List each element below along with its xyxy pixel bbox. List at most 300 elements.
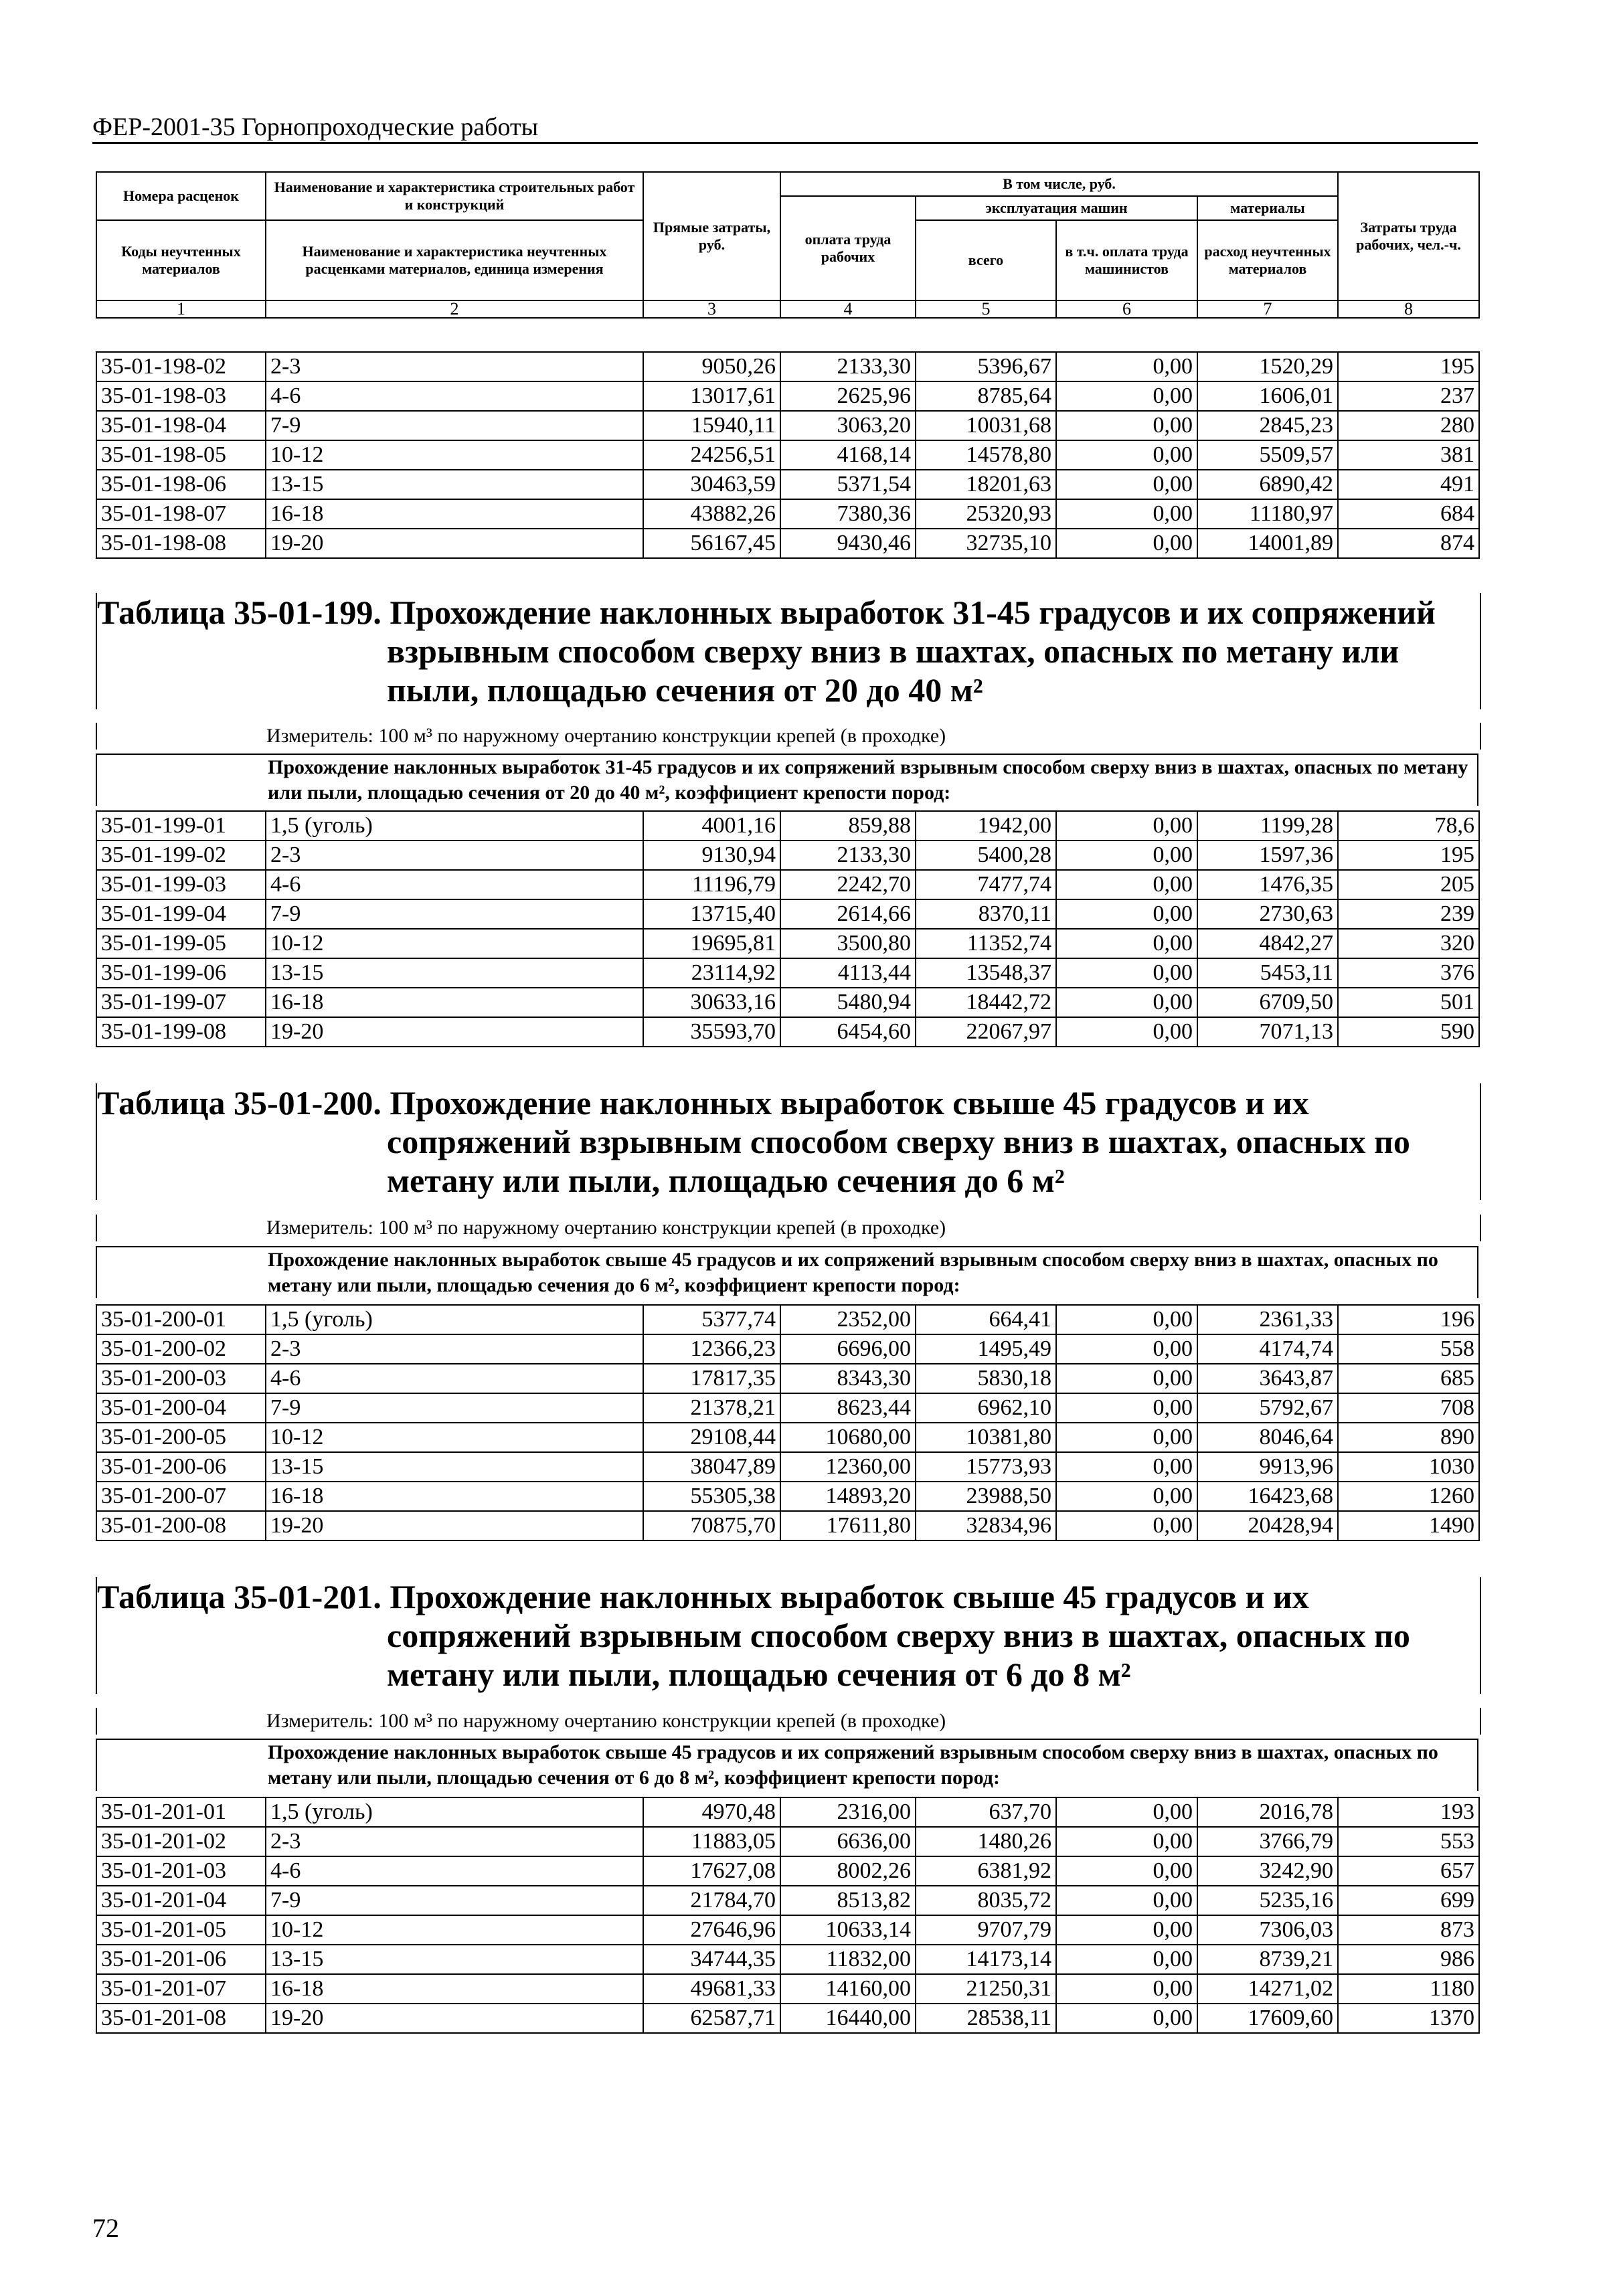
col-header-materials-use: расход неучтенных материалов: [1197, 220, 1338, 300]
cell-rate-code: 35-01-200-05: [96, 1423, 266, 1452]
table-198: [96, 351, 1480, 559]
cell-labor-hours: 381: [1338, 440, 1479, 470]
cell-materials-use: 7071,13: [1197, 1017, 1338, 1047]
cell-direct-costs: 17627,08: [643, 1856, 780, 1886]
cell-labor-hours: 590: [1338, 1017, 1479, 1047]
cell-materials-use: 5792,67: [1197, 1393, 1338, 1423]
cell-labor-hours: 501: [1338, 988, 1479, 1017]
cell-rate-code: 35-01-201-03: [96, 1856, 266, 1886]
cell-rate-code: 35-01-198-06: [96, 470, 266, 499]
cell-direct-costs: 49681,33: [643, 1974, 780, 2004]
cell-labor-pay: 5371,54: [780, 470, 916, 499]
table-row: [96, 1334, 1479, 1364]
cell-direct-costs: 15940,11: [643, 411, 780, 440]
cell-machines-total: 10031,68: [916, 411, 1056, 440]
col-header-codes-top: Номера расценок: [96, 172, 266, 220]
cell-machines-total: 5830,18: [916, 1364, 1056, 1393]
cell-machinist-pay: 0,00: [1056, 381, 1197, 411]
cell-rate-code: 35-01-199-06: [96, 958, 266, 988]
cell-rock-hardness: 4-6: [266, 381, 643, 411]
table-row: [96, 1482, 1479, 1511]
cell-labor-hours: 986: [1338, 1945, 1479, 1974]
cell-machinist-pay: 0,00: [1056, 440, 1197, 470]
table-201-title-line3: метану или пыли, площадью сечения от 6 до 8 м²: [387, 1656, 1131, 1693]
table-199-title: [96, 593, 1481, 709]
col-number: 5: [916, 300, 1056, 318]
cell-machines-total: 32834,96: [916, 1511, 1056, 1540]
col-number: 4: [780, 300, 916, 318]
table-row: [96, 870, 1479, 899]
cell-rock-hardness: 7-9: [266, 1393, 643, 1423]
cell-labor-pay: 10633,14: [780, 1915, 916, 1945]
cell-labor-hours: 239: [1338, 899, 1479, 929]
cell-machinist-pay: 0,00: [1056, 1452, 1197, 1482]
table-201-title-line1: Прохождение наклонных выработок свыше 45 градусов и их: [390, 1578, 1309, 1615]
cell-machines-total: 14173,14: [916, 1945, 1056, 1974]
cell-machines-total: 32735,10: [916, 529, 1056, 558]
table-row: [96, 1886, 1479, 1915]
cell-labor-hours: 237: [1338, 381, 1479, 411]
table-199-title-line3: пыли, площадью сечения от 20 до 40 м²: [387, 671, 983, 709]
col-header-materials: материалы: [1197, 196, 1338, 220]
cell-direct-costs: 38047,89: [643, 1452, 780, 1482]
cell-labor-pay: 14160,00: [780, 1974, 916, 2004]
col-header-including: В том числе, руб.: [780, 172, 1338, 196]
table-row: [96, 1017, 1479, 1047]
cell-rate-code: 35-01-200-01: [96, 1305, 266, 1334]
cell-labor-hours: 195: [1338, 352, 1479, 381]
cell-rock-hardness: 13-15: [266, 958, 643, 988]
cell-labor-hours: 280: [1338, 411, 1479, 440]
cell-machines-total: 1942,00: [916, 811, 1056, 841]
table-199-number: Таблица 35-01-199.: [97, 594, 381, 631]
cell-rock-hardness: 10-12: [266, 440, 643, 470]
cell-machines-total: 9707,79: [916, 1915, 1056, 1945]
table-row: [96, 1945, 1479, 1974]
table-row: [96, 499, 1479, 529]
table-row: [96, 470, 1479, 499]
cell-materials-use: 5235,16: [1197, 1886, 1338, 1915]
cell-rate-code: 35-01-201-06: [96, 1945, 266, 1974]
col-number: 6: [1056, 300, 1197, 318]
table-201: [96, 1797, 1480, 2034]
cell-rate-code: 35-01-198-02: [96, 352, 266, 381]
table-201-description: Прохождение наклонных выработок свыше 45 градусов и их сопряжений взрывным способом сверху вниз в шахтах, опасных по метану или пыли, площадью сечения от 6 до 8 м², коэффициент крепости пород:: [96, 1739, 1478, 1791]
cell-direct-costs: 29108,44: [643, 1423, 780, 1452]
cell-machinist-pay: 0,00: [1056, 1364, 1197, 1393]
cell-rate-code: 35-01-199-04: [96, 899, 266, 929]
cell-labor-hours: 193: [1338, 1797, 1479, 1827]
cell-labor-hours: 196: [1338, 1305, 1479, 1334]
cell-rate-code: 35-01-200-02: [96, 1334, 266, 1364]
table-row: [96, 440, 1479, 470]
cell-machines-total: 18201,63: [916, 470, 1056, 499]
cell-direct-costs: 9130,94: [643, 841, 780, 870]
table-199-title-line1: Прохождение наклонных выработок 31-45 градусов и их сопряжений: [390, 594, 1436, 631]
table-row: [96, 899, 1479, 929]
cell-machinist-pay: 0,00: [1056, 1482, 1197, 1511]
cell-machinist-pay: 0,00: [1056, 411, 1197, 440]
cell-materials-use: 6709,50: [1197, 988, 1338, 1017]
table-200-number: Таблица 35-01-200.: [97, 1084, 381, 1122]
cell-rate-code: 35-01-200-06: [96, 1452, 266, 1482]
cell-materials-use: 2845,23: [1197, 411, 1338, 440]
cell-machines-total: 21250,31: [916, 1974, 1056, 2004]
col-header-machinist-pay: в т.ч. оплата труда машинистов: [1056, 220, 1197, 300]
cell-machinist-pay: 0,00: [1056, 1423, 1197, 1452]
cell-materials-use: 8739,21: [1197, 1945, 1338, 1974]
cell-rate-code: 35-01-201-02: [96, 1827, 266, 1856]
cell-labor-pay: 2614,66: [780, 899, 916, 929]
cell-labor-hours: 320: [1338, 929, 1479, 958]
cell-machines-total: 6381,92: [916, 1856, 1056, 1886]
cell-rate-code: 35-01-200-08: [96, 1511, 266, 1540]
cell-rock-hardness: 7-9: [266, 411, 643, 440]
cell-labor-pay: 17611,80: [780, 1511, 916, 1540]
cell-machines-total: 8785,64: [916, 381, 1056, 411]
cell-labor-hours: 684: [1338, 499, 1479, 529]
cell-machines-total: 18442,72: [916, 988, 1056, 1017]
cell-labor-pay: 3500,80: [780, 929, 916, 958]
cell-labor-pay: 2133,30: [780, 352, 916, 381]
cell-labor-pay: 6636,00: [780, 1827, 916, 1856]
table-row: [96, 381, 1479, 411]
cell-labor-pay: 10680,00: [780, 1423, 916, 1452]
table-200-title-line2: сопряжений взрывным способом сверху вниз в шахтах, опасных по: [387, 1123, 1410, 1160]
cell-machinist-pay: 0,00: [1056, 1974, 1197, 2004]
cell-materials-use: 5509,57: [1197, 440, 1338, 470]
col-header-labor-pay: оплата труда рабочих: [780, 196, 916, 300]
cell-rock-hardness: 2-3: [266, 841, 643, 870]
cell-machinist-pay: 0,00: [1056, 2004, 1197, 2033]
cell-materials-use: 9913,96: [1197, 1452, 1338, 1482]
cell-direct-costs: 19695,81: [643, 929, 780, 958]
cell-direct-costs: 5377,74: [643, 1305, 780, 1334]
cell-rock-hardness: 19-20: [266, 2004, 643, 2033]
cell-machines-total: 28538,11: [916, 2004, 1056, 2033]
cell-machines-total: 8370,11: [916, 899, 1056, 929]
cell-materials-use: 17609,60: [1197, 2004, 1338, 2033]
cell-materials-use: 1199,28: [1197, 811, 1338, 841]
cell-direct-costs: 34744,35: [643, 1945, 780, 1974]
cell-machinist-pay: 0,00: [1056, 1945, 1197, 1974]
cell-rate-code: 35-01-199-02: [96, 841, 266, 870]
cell-materials-use: 11180,97: [1197, 499, 1338, 529]
cell-materials-use: 3643,87: [1197, 1364, 1338, 1393]
column-header-table: [96, 171, 1480, 319]
cell-machinist-pay: 0,00: [1056, 499, 1197, 529]
cell-rock-hardness: 19-20: [266, 1511, 643, 1540]
cell-machines-total: 664,41: [916, 1305, 1056, 1334]
cell-machinist-pay: 0,00: [1056, 958, 1197, 988]
cell-labor-hours: 890: [1338, 1423, 1479, 1452]
table-199-description: Прохождение наклонных выработок 31-45 градусов и их сопряжений взрывным способом сверху вниз в шахтах, опасных по метану или пыли, площадью сечения от 20 до 40 м², коэффициент крепости пород:: [96, 754, 1478, 806]
cell-direct-costs: 30633,16: [643, 988, 780, 1017]
table-201-title-line2: сопряжений взрывным способом сверху вниз в шахтах, опасных по: [387, 1617, 1410, 1654]
cell-machinist-pay: 0,00: [1056, 811, 1197, 841]
cell-labor-pay: 2133,30: [780, 841, 916, 870]
cell-labor-pay: 4113,44: [780, 958, 916, 988]
cell-rock-hardness: 13-15: [266, 1945, 643, 1974]
cell-labor-hours: 1030: [1338, 1452, 1479, 1482]
cell-machinist-pay: 0,00: [1056, 1511, 1197, 1540]
cell-rock-hardness: 19-20: [266, 529, 643, 558]
cell-labor-pay: 11832,00: [780, 1945, 916, 1974]
cell-materials-use: 2361,33: [1197, 1305, 1338, 1334]
cell-rock-hardness: 1,5 (уголь): [266, 1305, 643, 1334]
cell-machinist-pay: 0,00: [1056, 529, 1197, 558]
cell-labor-hours: 376: [1338, 958, 1479, 988]
cell-machines-total: 14578,80: [916, 440, 1056, 470]
cell-rock-hardness: 4-6: [266, 1856, 643, 1886]
col-number: 3: [643, 300, 780, 318]
cell-materials-use: 4174,74: [1197, 1334, 1338, 1364]
cell-labor-pay: 2316,00: [780, 1797, 916, 1827]
cell-labor-hours: 1370: [1338, 2004, 1479, 2033]
table-200-title-line1: Прохождение наклонных выработок свыше 45 градусов и их: [390, 1084, 1309, 1122]
cell-machinist-pay: 0,00: [1056, 1886, 1197, 1915]
table-row: [96, 1797, 1479, 1827]
table-row: [96, 958, 1479, 988]
cell-materials-use: 4842,27: [1197, 929, 1338, 958]
cell-labor-pay: 7380,36: [780, 499, 916, 529]
cell-rate-code: 35-01-199-03: [96, 870, 266, 899]
cell-direct-costs: 55305,38: [643, 1482, 780, 1511]
table-row: [96, 1423, 1479, 1452]
cell-rate-code: 35-01-201-01: [96, 1797, 266, 1827]
cell-rock-hardness: 13-15: [266, 1452, 643, 1482]
cell-direct-costs: 21378,21: [643, 1393, 780, 1423]
table-201-title: [96, 1577, 1481, 1694]
cell-machines-total: 15773,93: [916, 1452, 1056, 1482]
cell-rate-code: 35-01-199-07: [96, 988, 266, 1017]
col-number: 1: [96, 300, 266, 318]
table-row: [96, 1827, 1479, 1856]
cell-labor-hours: 1180: [1338, 1974, 1479, 2004]
cell-machinist-pay: 0,00: [1056, 1305, 1197, 1334]
table-row: [96, 352, 1479, 381]
cell-direct-costs: 70875,70: [643, 1511, 780, 1540]
cell-rock-hardness: 13-15: [266, 470, 643, 499]
cell-labor-pay: 5480,94: [780, 988, 916, 1017]
cell-machines-total: 11352,74: [916, 929, 1056, 958]
col-header-direct-costs: Прямые затраты, руб.: [643, 172, 780, 300]
cell-labor-pay: 3063,20: [780, 411, 916, 440]
cell-direct-costs: 62587,71: [643, 2004, 780, 2033]
cell-machines-total: 1495,49: [916, 1334, 1056, 1364]
cell-machines-total: 8035,72: [916, 1886, 1056, 1915]
cell-rate-code: 35-01-201-04: [96, 1886, 266, 1915]
cell-materials-use: 6890,42: [1197, 470, 1338, 499]
cell-labor-hours: 685: [1338, 1364, 1479, 1393]
cell-rate-code: 35-01-199-08: [96, 1017, 266, 1047]
cell-direct-costs: 9050,26: [643, 352, 780, 381]
cell-direct-costs: 11883,05: [643, 1827, 780, 1856]
table-200-description: Прохождение наклонных выработок свыше 45 градусов и их сопряжений взрывным способом сверху вниз в шахтах, опасных по метану или пыли, площадью сечения до 6 м², коэффициент крепости пород:: [96, 1246, 1478, 1298]
cell-direct-costs: 43882,26: [643, 499, 780, 529]
table-200-title: [96, 1083, 1481, 1200]
cell-labor-hours: 195: [1338, 841, 1479, 870]
table-row: [96, 841, 1479, 870]
cell-rate-code: 35-01-201-05: [96, 1915, 266, 1945]
cell-machinist-pay: 0,00: [1056, 1915, 1197, 1945]
table-row: [96, 929, 1479, 958]
cell-direct-costs: 11196,79: [643, 870, 780, 899]
cell-machinist-pay: 0,00: [1056, 1393, 1197, 1423]
cell-materials-use: 1476,35: [1197, 870, 1338, 899]
cell-labor-pay: 8343,30: [780, 1364, 916, 1393]
cell-rock-hardness: 4-6: [266, 1364, 643, 1393]
cell-rate-code: 35-01-201-08: [96, 2004, 266, 2033]
cell-labor-pay: 2352,00: [780, 1305, 916, 1334]
cell-rate-code: 35-01-198-03: [96, 381, 266, 411]
cell-rock-hardness: 2-3: [266, 1827, 643, 1856]
table-row: [96, 1974, 1479, 2004]
table-row: [96, 1452, 1479, 1482]
cell-machinist-pay: 0,00: [1056, 929, 1197, 958]
cell-machinist-pay: 0,00: [1056, 899, 1197, 929]
cell-rate-code: 35-01-200-07: [96, 1482, 266, 1511]
cell-machinist-pay: 0,00: [1056, 1856, 1197, 1886]
cell-materials-use: 16423,68: [1197, 1482, 1338, 1511]
cell-rock-hardness: 16-18: [266, 988, 643, 1017]
cell-machinist-pay: 0,00: [1056, 352, 1197, 381]
cell-rock-hardness: 2-3: [266, 352, 643, 381]
cell-rock-hardness: 2-3: [266, 1334, 643, 1364]
table-199-measure: Измеритель: 100 м³ по наружному очертанию конструкции крепей (в проходке): [96, 723, 1481, 749]
cell-materials-use: 8046,64: [1197, 1423, 1338, 1452]
cell-direct-costs: 35593,70: [643, 1017, 780, 1047]
cell-machinist-pay: 0,00: [1056, 470, 1197, 499]
cell-labor-pay: 4168,14: [780, 440, 916, 470]
table-row: [96, 811, 1479, 841]
cell-machinist-pay: 0,00: [1056, 1797, 1197, 1827]
cell-machines-total: 25320,93: [916, 499, 1056, 529]
cell-direct-costs: 4970,48: [643, 1797, 780, 1827]
cell-materials-use: 5453,11: [1197, 958, 1338, 988]
cell-machinist-pay: 0,00: [1056, 870, 1197, 899]
cell-labor-pay: 6454,60: [780, 1017, 916, 1047]
table-201-measure: Измеритель: 100 м³ по наружному очертанию конструкции крепей (в проходке): [96, 1708, 1481, 1735]
cell-rock-hardness: 16-18: [266, 1974, 643, 2004]
cell-labor-hours: 874: [1338, 529, 1479, 558]
cell-rate-code: 35-01-198-08: [96, 529, 266, 558]
table-row: [96, 1393, 1479, 1423]
table-199: [96, 810, 1480, 1047]
cell-machinist-pay: 0,00: [1056, 1827, 1197, 1856]
cell-labor-hours: 553: [1338, 1827, 1479, 1856]
cell-rate-code: 35-01-199-05: [96, 929, 266, 958]
cell-rate-code: 35-01-198-04: [96, 411, 266, 440]
col-header-machines: эксплуатация машин: [916, 196, 1197, 220]
cell-rate-code: 35-01-200-04: [96, 1393, 266, 1423]
cell-machines-total: 6962,10: [916, 1393, 1056, 1423]
cell-direct-costs: 17817,35: [643, 1364, 780, 1393]
table-row: [96, 988, 1479, 1017]
cell-machines-total: 22067,97: [916, 1017, 1056, 1047]
cell-direct-costs: 13017,61: [643, 381, 780, 411]
cell-machinist-pay: 0,00: [1056, 988, 1197, 1017]
cell-machines-total: 5400,28: [916, 841, 1056, 870]
table-row: [96, 411, 1479, 440]
table-row: [96, 1856, 1479, 1886]
cell-labor-pay: 859,88: [780, 811, 916, 841]
cell-labor-hours: 491: [1338, 470, 1479, 499]
table-200-measure: Измеритель: 100 м³ по наружному очертанию конструкции крепей (в проходке): [96, 1215, 1481, 1241]
cell-materials-use: 20428,94: [1197, 1511, 1338, 1540]
table-row: [96, 1915, 1479, 1945]
cell-machines-total: 7477,74: [916, 870, 1056, 899]
cell-machines-total: 637,70: [916, 1797, 1056, 1827]
cell-labor-hours: 1260: [1338, 1482, 1479, 1511]
cell-machinist-pay: 0,00: [1056, 1017, 1197, 1047]
cell-machines-total: 23988,50: [916, 1482, 1056, 1511]
cell-rate-code: 35-01-200-03: [96, 1364, 266, 1393]
col-header-name-top: Наименование и характеристика строительных работ и конструкций: [266, 172, 643, 220]
cell-machinist-pay: 0,00: [1056, 841, 1197, 870]
col-number: 8: [1338, 300, 1479, 318]
table-200-title-line3: метану или пыли, площадью сечения до 6 м²: [387, 1162, 1065, 1199]
cell-labor-pay: 2625,96: [780, 381, 916, 411]
col-header-labor-costs: Затраты труда рабочих, чел.-ч.: [1338, 172, 1479, 300]
cell-materials-use: 1597,36: [1197, 841, 1338, 870]
table-199-title-line2: взрывным способом сверху вниз в шахтах, опасных по метану или: [387, 632, 1399, 670]
cell-labor-hours: 205: [1338, 870, 1479, 899]
cell-labor-hours: 78,6: [1338, 811, 1479, 841]
cell-materials-use: 1520,29: [1197, 352, 1338, 381]
cell-machines-total: 10381,80: [916, 1423, 1056, 1452]
cell-machinist-pay: 0,00: [1056, 1334, 1197, 1364]
cell-direct-costs: 13715,40: [643, 899, 780, 929]
cell-rock-hardness: 10-12: [266, 1423, 643, 1452]
cell-rate-code: 35-01-199-01: [96, 811, 266, 841]
cell-rock-hardness: 7-9: [266, 1886, 643, 1915]
cell-direct-costs: 4001,16: [643, 811, 780, 841]
cell-labor-pay: 12360,00: [780, 1452, 916, 1482]
cell-rate-code: 35-01-198-05: [96, 440, 266, 470]
cell-rock-hardness: 4-6: [266, 870, 643, 899]
cell-rock-hardness: 16-18: [266, 499, 643, 529]
table-row: [96, 1364, 1479, 1393]
cell-rate-code: 35-01-198-07: [96, 499, 266, 529]
cell-labor-hours: 699: [1338, 1886, 1479, 1915]
cell-materials-use: 2730,63: [1197, 899, 1338, 929]
cell-direct-costs: 56167,45: [643, 529, 780, 558]
cell-materials-use: 1606,01: [1197, 381, 1338, 411]
cell-rock-hardness: 10-12: [266, 1915, 643, 1945]
cell-rock-hardness: 16-18: [266, 1482, 643, 1511]
col-header-machines-total: всего: [916, 220, 1056, 300]
cell-labor-hours: 708: [1338, 1393, 1479, 1423]
cell-direct-costs: 21784,70: [643, 1886, 780, 1915]
cell-labor-hours: 873: [1338, 1915, 1479, 1945]
table-row: [96, 529, 1479, 558]
page-number: 72: [92, 2213, 119, 2243]
cell-labor-pay: 8513,82: [780, 1886, 916, 1915]
cell-labor-pay: 8002,26: [780, 1856, 916, 1886]
col-number: 2: [266, 300, 643, 318]
cell-labor-hours: 558: [1338, 1334, 1479, 1364]
table-row: [96, 2004, 1479, 2033]
table-row: [96, 1511, 1479, 1540]
cell-labor-hours: 1490: [1338, 1511, 1479, 1540]
cell-machines-total: 13548,37: [916, 958, 1056, 988]
cell-labor-pay: 8623,44: [780, 1393, 916, 1423]
cell-direct-costs: 30463,59: [643, 470, 780, 499]
cell-labor-pay: 14893,20: [780, 1482, 916, 1511]
cell-rock-hardness: 10-12: [266, 929, 643, 958]
cell-direct-costs: 23114,92: [643, 958, 780, 988]
